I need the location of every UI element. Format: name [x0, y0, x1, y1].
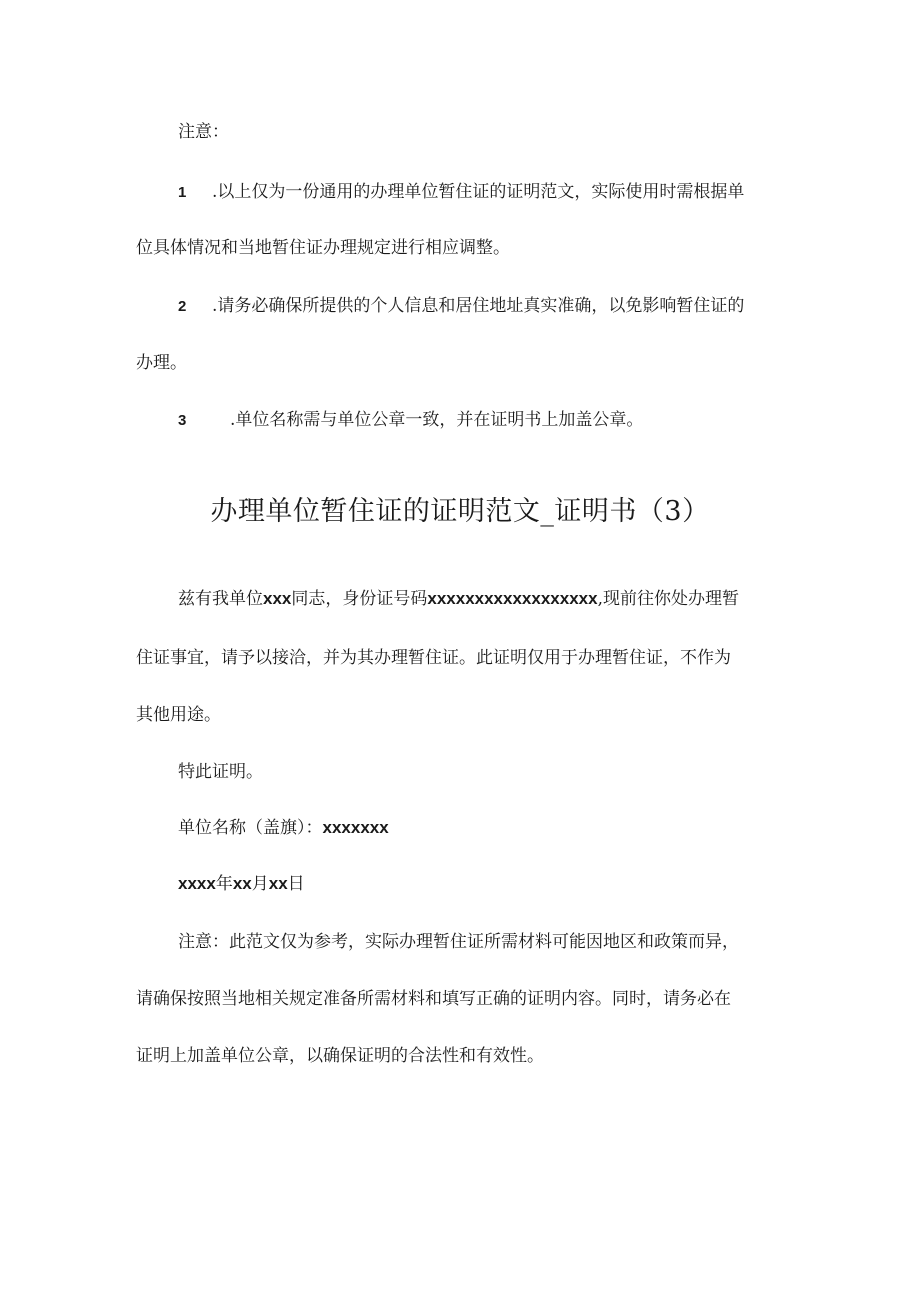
date-day-unit: 日	[287, 874, 305, 894]
note-item-3	[178, 408, 643, 433]
date-year: xxxx	[178, 874, 216, 893]
person-name-placeholder: xxx	[263, 589, 292, 608]
body-paragraph-line-2: 住证事宜，请予以接洽，并为其办理暂住证。此证明仅用于办理暂住证，不作为	[136, 648, 731, 668]
note-item-1-number: 1	[178, 184, 187, 201]
closing-text: 特此证明。	[178, 762, 263, 782]
date-day: xx	[268, 874, 288, 893]
note-item-1-text: .以上仅为一份通用的办理单位暂住证的证明范文，实际使用时需根据单	[212, 182, 745, 202]
unit-name-line	[178, 816, 389, 840]
note-item-3-number: 3	[178, 412, 187, 429]
unit-name-placeholder: xxxxxxx	[322, 818, 389, 837]
note-item-1-continued: 位具体情况和当地暂住证办理规定进行相应调整。	[136, 238, 510, 258]
closing-note-line-1: 注意：此范文仅为参考，实际办理暂住证所需材料可能因地区和政策而异，	[178, 932, 739, 952]
closing-note-line-2: 请确保按照当地相关规定准备所需材料和填写正确的证明内容。同时，请务必在	[136, 989, 731, 1009]
id-number-placeholder: xxxxxxxxxxxxxxxxxx	[427, 589, 598, 608]
note-item-2-number: 2	[178, 298, 187, 315]
body-paragraph-line-3: 其他用途。	[136, 705, 221, 725]
date-month: xx	[232, 874, 252, 893]
note-item-2-text: .请务必确保所提供的个人信息和居住地址真实准确，以免影响暂住证的	[212, 296, 745, 316]
date-month-unit: 月	[251, 874, 269, 894]
section-title: 办理单位暂住证的证明范文_证明书（3）	[210, 496, 710, 527]
note-item-2	[178, 294, 744, 319]
note-item-3-text: .单位名称需与单位公章一致，并在证明书上加盖公章。	[230, 410, 644, 430]
unit-name-label: 单位名称（盖旗）：	[178, 818, 323, 838]
body-mid-text: 同志，身份证号码	[291, 589, 428, 609]
note-item-1	[178, 180, 744, 205]
date-line	[178, 872, 305, 896]
date-year-unit: 年	[215, 874, 233, 894]
closing-note-line-3: 证明上加盖单位公章，以确保证明的合法性和有效性。	[136, 1046, 544, 1066]
body-intro-text: 兹有我单位	[178, 589, 263, 609]
notes-heading: 注意：	[178, 122, 229, 142]
body-post-text: ,现前往你处办理暂	[597, 589, 739, 609]
note-item-2-continued: 办理。	[136, 353, 187, 373]
body-paragraph-line-1	[178, 587, 739, 611]
